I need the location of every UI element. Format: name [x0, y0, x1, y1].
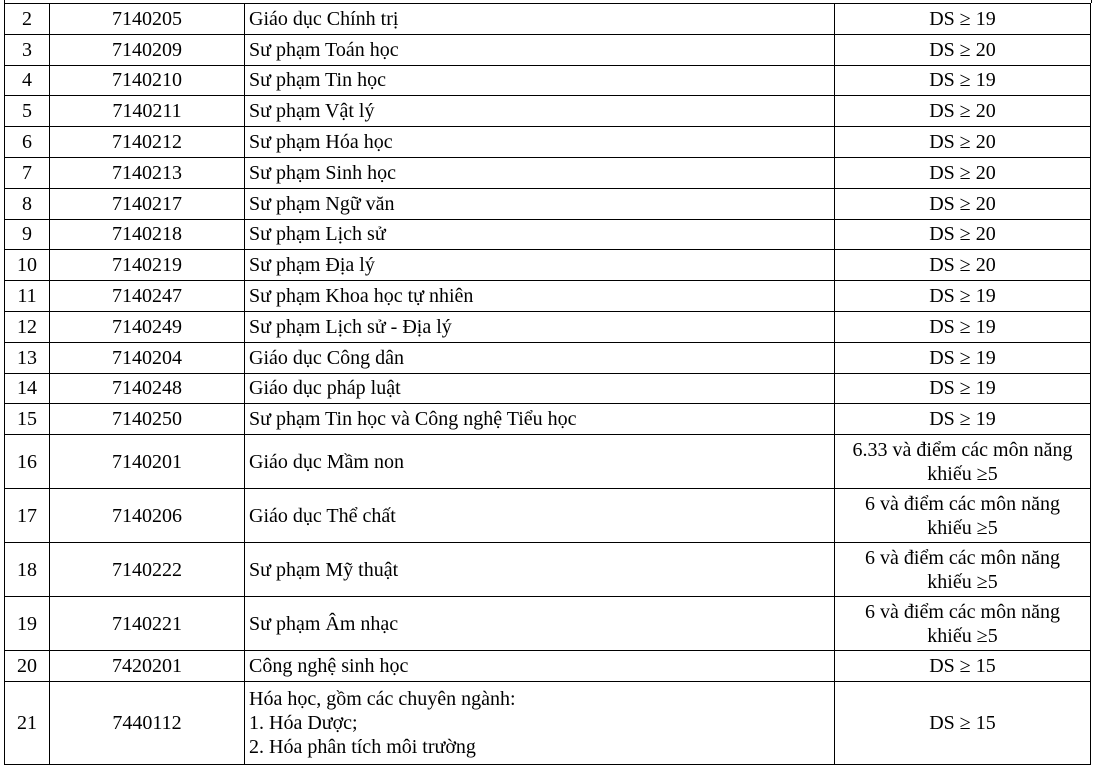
- table-row: [5, 489, 1091, 543]
- major-name-cell: [245, 342, 835, 373]
- threshold-score-cell-line: DS ≥ 19: [929, 408, 996, 431]
- major-name-cell: [245, 219, 835, 250]
- table-row: [5, 311, 1091, 342]
- major-code-cell: 7140221: [50, 597, 245, 651]
- major-name-cell-line: Sư phạm Lịch sử - Địa lý: [249, 315, 452, 338]
- major-name-cell-line: Sư phạm Vật lý: [249, 100, 375, 123]
- threshold-score-cell-line: DS ≥ 20: [929, 38, 996, 61]
- major-code-cell: 7140247: [50, 281, 245, 312]
- row-number-cell: 21: [5, 681, 50, 764]
- threshold-score-cell: [835, 311, 1091, 342]
- table-row: [5, 281, 1091, 312]
- major-name-cell: [245, 311, 835, 342]
- table-row: [5, 157, 1091, 188]
- threshold-score-cell: [835, 651, 1091, 682]
- major-code-cell: 7140201: [50, 435, 245, 489]
- major-name-cell-line: Sư phạm Địa lý: [249, 254, 375, 277]
- admission-score-table: [4, 3, 1091, 765]
- major-code-cell: 7420201: [50, 651, 245, 682]
- row-number-cell: 4: [5, 65, 50, 96]
- threshold-score-cell-line: DS ≥ 19: [929, 315, 996, 338]
- threshold-score-cell-line: DS ≥ 19: [929, 346, 996, 369]
- threshold-score-cell: [835, 219, 1091, 250]
- table-row: [5, 435, 1091, 489]
- major-name-cell-line: Sư phạm Sinh học: [249, 161, 396, 184]
- major-name-cell-line: Giáo dục Công dân: [249, 346, 404, 369]
- row-number-cell: 6: [5, 127, 50, 158]
- major-name-cell-line: Sư phạm Lịch sử: [249, 223, 386, 246]
- major-name-cell: [245, 543, 835, 597]
- row-number-cell: 11: [5, 281, 50, 312]
- major-code-cell: 7140205: [50, 4, 245, 35]
- major-name-cell: [245, 34, 835, 65]
- row-number-cell: 7: [5, 157, 50, 188]
- threshold-score-cell-line: DS ≥ 19: [929, 7, 996, 30]
- threshold-score-cell-line: DS ≥ 20: [929, 131, 996, 154]
- major-code-cell: 7140204: [50, 342, 245, 373]
- major-name-cell-line: Sư phạm Tin học và Công nghệ Tiểu học: [249, 408, 577, 431]
- row-number-cell: 16: [5, 435, 50, 489]
- table-row: [5, 651, 1091, 682]
- table-row: [5, 127, 1091, 158]
- threshold-score-cell-line: khiếu ≥5: [927, 624, 998, 647]
- row-number-cell: 3: [5, 34, 50, 65]
- major-code-cell: 7140206: [50, 489, 245, 543]
- threshold-score-cell-line: DS ≥ 20: [929, 161, 996, 184]
- row-number-cell: 2: [5, 4, 50, 35]
- table-row: [5, 188, 1091, 219]
- major-name-cell-line: Công nghệ sinh học: [249, 655, 409, 678]
- major-name-cell-line: Sư phạm Toán học: [249, 38, 399, 61]
- major-name-cell: [245, 157, 835, 188]
- row-number-cell: 15: [5, 404, 50, 435]
- table-row: [5, 219, 1091, 250]
- row-number-cell: 10: [5, 250, 50, 281]
- row-number-cell: 8: [5, 188, 50, 219]
- major-code-cell: 7140217: [50, 188, 245, 219]
- threshold-score-cell-line: DS ≥ 19: [929, 377, 996, 400]
- major-code-cell: 7140209: [50, 34, 245, 65]
- threshold-score-cell-line: DS ≥ 20: [929, 100, 996, 123]
- threshold-score-cell-line: DS ≥ 19: [929, 69, 996, 92]
- major-name-cell: [245, 4, 835, 35]
- row-number-cell: 5: [5, 96, 50, 127]
- major-code-cell: 7140249: [50, 311, 245, 342]
- threshold-score-cell-line: DS ≥ 19: [929, 285, 996, 308]
- major-code-cell: 7140250: [50, 404, 245, 435]
- table-body: [5, 4, 1091, 765]
- threshold-score-cell-line: khiếu ≥5: [927, 462, 998, 485]
- major-name-cell-line: Giáo dục pháp luật: [249, 377, 401, 400]
- major-code-cell: 7140212: [50, 127, 245, 158]
- threshold-score-cell: [835, 250, 1091, 281]
- table-row: [5, 342, 1091, 373]
- major-code-cell: 7140210: [50, 65, 245, 96]
- major-code-cell: 7140211: [50, 96, 245, 127]
- table-row: [5, 543, 1091, 597]
- threshold-score-cell-line: 6.33 và điểm các môn năng: [852, 438, 1073, 461]
- threshold-score-cell: [835, 65, 1091, 96]
- major-name-cell-line: Sư phạm Tin học: [249, 69, 386, 92]
- major-code-cell: 7140248: [50, 373, 245, 404]
- threshold-score-cell: [835, 4, 1091, 35]
- table-row: [5, 65, 1091, 96]
- threshold-score-cell: [835, 127, 1091, 158]
- threshold-score-cell: [835, 404, 1091, 435]
- row-number-cell: 18: [5, 543, 50, 597]
- major-name-cell: [245, 489, 835, 543]
- threshold-score-cell-line: DS ≥ 20: [929, 223, 996, 246]
- table-row: [5, 96, 1091, 127]
- row-number-cell: 13: [5, 342, 50, 373]
- table-row: [5, 597, 1091, 651]
- row-number-cell: 14: [5, 373, 50, 404]
- table-row: [5, 250, 1091, 281]
- threshold-score-cell-line: DS ≥ 20: [929, 254, 996, 277]
- major-name-cell: [245, 681, 835, 764]
- major-name-cell: [245, 281, 835, 312]
- threshold-score-cell-line: khiếu ≥5: [927, 570, 998, 593]
- major-name-cell-line: Sư phạm Khoa học tự nhiên: [249, 285, 474, 308]
- major-name-cell: [245, 96, 835, 127]
- threshold-score-cell: [835, 373, 1091, 404]
- major-name-cell: [245, 597, 835, 651]
- major-name-cell: [245, 127, 835, 158]
- major-name-cell: [245, 404, 835, 435]
- major-name-cell-line: Sư phạm Âm nhạc: [249, 612, 399, 635]
- threshold-score-cell-line: 6 và điểm các môn năng: [865, 492, 1060, 515]
- major-name-cell-line: 2. Hóa phân tích môi trường: [249, 735, 476, 758]
- major-name-cell: [245, 188, 835, 219]
- threshold-score-cell: [835, 543, 1091, 597]
- table-row: [5, 34, 1091, 65]
- threshold-score-cell: [835, 96, 1091, 127]
- major-code-cell: 7140213: [50, 157, 245, 188]
- threshold-score-cell: [835, 681, 1091, 764]
- row-number-cell: 19: [5, 597, 50, 651]
- row-number-cell: 9: [5, 219, 50, 250]
- threshold-score-cell: [835, 34, 1091, 65]
- row-number-cell: 12: [5, 311, 50, 342]
- major-code-cell: 7140219: [50, 250, 245, 281]
- table-row: [5, 4, 1091, 35]
- threshold-score-cell-line: DS ≥ 15: [929, 711, 996, 734]
- row-number-cell: 20: [5, 651, 50, 682]
- threshold-score-cell-line: DS ≥ 20: [929, 192, 996, 215]
- threshold-score-cell: [835, 281, 1091, 312]
- major-name-cell-line: Sư phạm Ngữ văn: [249, 192, 395, 215]
- major-name-cell: [245, 435, 835, 489]
- threshold-score-cell: [835, 188, 1091, 219]
- major-code-cell: 7140218: [50, 219, 245, 250]
- threshold-score-cell: [835, 157, 1091, 188]
- threshold-score-cell: [835, 342, 1091, 373]
- major-code-cell: 7140222: [50, 543, 245, 597]
- threshold-score-cell: [835, 489, 1091, 543]
- threshold-score-cell: [835, 597, 1091, 651]
- table-row: [5, 404, 1091, 435]
- major-name-cell-line: 1. Hóa Dược;: [249, 711, 358, 734]
- major-name-cell-line: Hóa học, gồm các chuyên ngành:: [249, 687, 516, 710]
- threshold-score-cell-line: khiếu ≥5: [927, 516, 998, 539]
- major-name-cell-line: Sư phạm Mỹ thuật: [249, 558, 399, 581]
- threshold-score-cell-line: 6 và điểm các môn năng: [865, 546, 1060, 569]
- threshold-score-cell-line: 6 và điểm các môn năng: [865, 600, 1060, 623]
- major-name-cell-line: Giáo dục Mầm non: [249, 450, 404, 473]
- major-name-cell: [245, 65, 835, 96]
- threshold-score-cell: [835, 435, 1091, 489]
- row-number-cell: 17: [5, 489, 50, 543]
- table-row: [5, 681, 1091, 764]
- major-name-cell-line: Giáo dục Thể chất: [249, 504, 396, 527]
- table-row: [5, 373, 1091, 404]
- threshold-score-cell-line: DS ≥ 15: [929, 655, 996, 678]
- major-name-cell: [245, 250, 835, 281]
- major-name-cell: [245, 373, 835, 404]
- major-name-cell: [245, 651, 835, 682]
- major-code-cell: 7440112: [50, 681, 245, 764]
- major-name-cell-line: Sư phạm Hóa học: [249, 131, 393, 154]
- major-name-cell-line: Giáo dục Chính trị: [249, 7, 399, 30]
